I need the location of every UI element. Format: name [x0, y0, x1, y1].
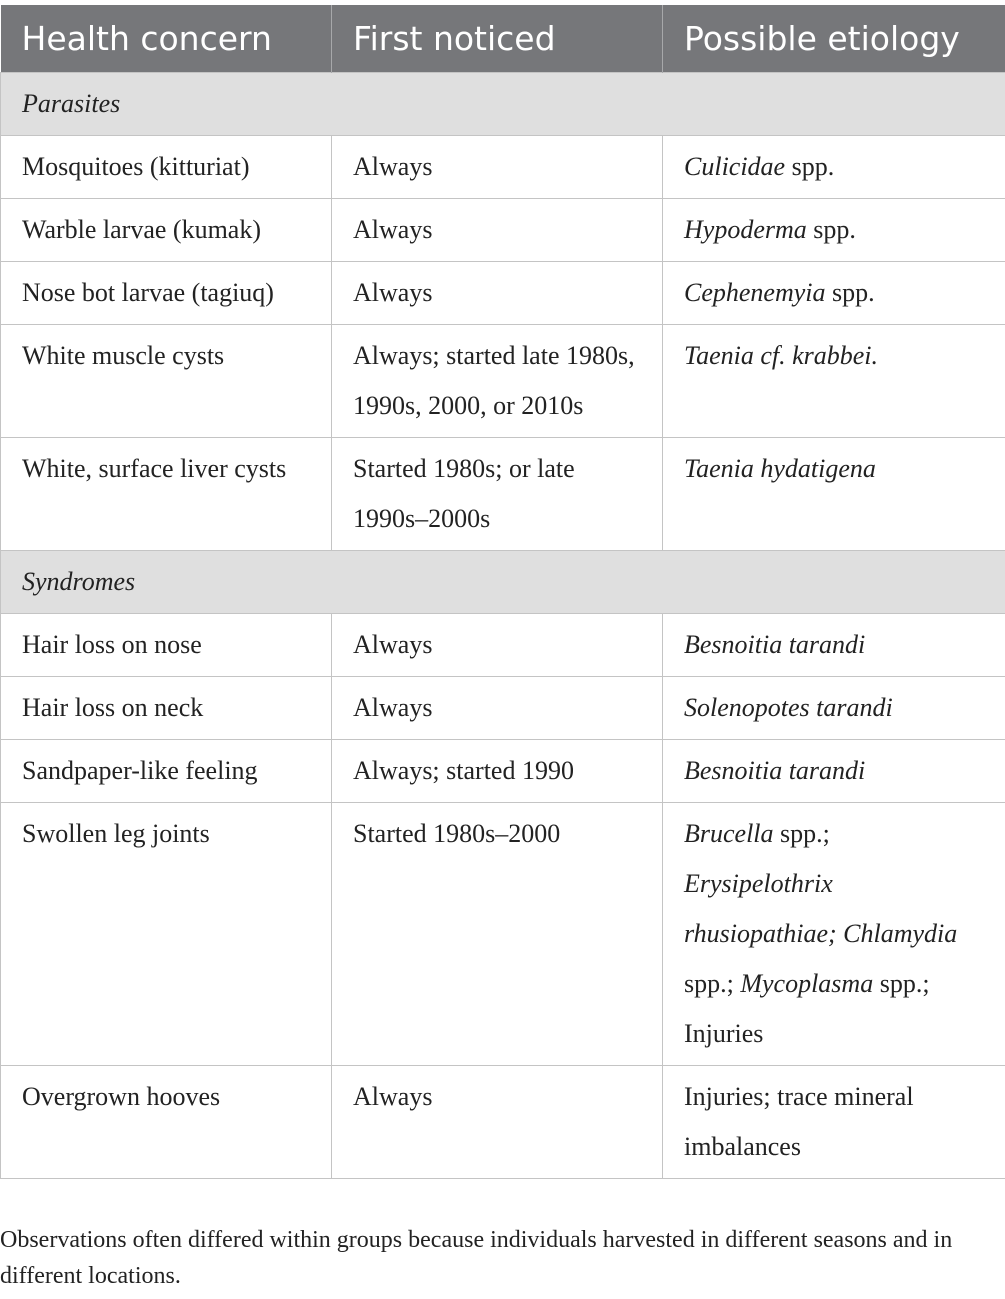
table-row [1, 740, 1005, 803]
cell-first-noticed: Always [332, 262, 663, 325]
header-possible-etiology: Possible etiology [663, 5, 1005, 73]
section-row [1, 551, 1005, 614]
cell-health-concern: Warble larvae (kumak) [1, 199, 332, 262]
cell-health-concern: Sandpaper-like feeling [1, 740, 332, 803]
etiology-segment: Solenopotes tarandi [684, 693, 893, 722]
header-first-noticed: First noticed [332, 5, 663, 73]
cell-first-noticed: Always [332, 677, 663, 740]
etiology-segment: Taenia cf. krabbei. [684, 341, 879, 370]
health-concerns-table [0, 5, 1005, 1179]
cell-first-noticed: Started 1980s–2000 [332, 803, 663, 1066]
etiology-segment: spp.; [773, 819, 830, 848]
cell-possible-etiology [663, 438, 1005, 551]
table-row [1, 438, 1005, 551]
cell-health-concern: Hair loss on neck [1, 677, 332, 740]
etiology-segment: Culicidae [684, 152, 786, 181]
etiology-segment: spp. [806, 215, 856, 244]
cell-first-noticed: Started 1980s; or late 1990s–2000s [332, 438, 663, 551]
etiology-segment: Besnoitia tarandi [684, 756, 866, 785]
etiology-segment: Hypoderma [684, 215, 807, 244]
etiology-segment: Besnoitia tarandi [684, 630, 866, 659]
cell-possible-etiology [663, 614, 1005, 677]
cell-first-noticed: Always; started 1990 [332, 740, 663, 803]
cell-possible-etiology [663, 677, 1005, 740]
table-row [1, 325, 1005, 438]
etiology-segment: Mycoplasma [740, 969, 874, 998]
table-row [1, 677, 1005, 740]
cell-first-noticed: Always; started late 1980s, 1990s, 2000, or 2010s [332, 325, 663, 438]
etiology-segment: Erysipelothrix rhusiopathiae; Chlamydia [684, 869, 958, 948]
etiology-segment: spp.; [684, 969, 741, 998]
table-header-row [1, 5, 1005, 73]
cell-possible-etiology [663, 199, 1005, 262]
etiology-segment: spp. [785, 152, 835, 181]
table-row [1, 1066, 1005, 1179]
etiology-segment: Cephenemyia [684, 278, 826, 307]
etiology-segment: Taenia hydatigena [684, 454, 876, 483]
section-title: Syndromes [1, 551, 1005, 614]
etiology-segment: spp. [825, 278, 875, 307]
cell-health-concern: Swollen leg joints [1, 803, 332, 1066]
cell-first-noticed: Always [332, 1066, 663, 1179]
etiology-segment: Brucella [684, 819, 774, 848]
etiology-segment: spp.; Injuries [684, 969, 930, 1048]
etiology-segment: Injuries; trace mineral imbalances [684, 1082, 914, 1161]
cell-possible-etiology [663, 740, 1005, 803]
cell-first-noticed: Always [332, 199, 663, 262]
table-row [1, 614, 1005, 677]
section-row [1, 73, 1005, 136]
section-title: Parasites [1, 73, 1005, 136]
cell-health-concern: Mosquitoes (kitturiat) [1, 136, 332, 199]
table-row [1, 803, 1005, 1066]
cell-health-concern: Nose bot larvae (tagiuq) [1, 262, 332, 325]
cell-first-noticed: Always [332, 614, 663, 677]
header-health-concern: Health concern [1, 5, 332, 73]
table-footnote: Observations often differed within groups because individuals harvested in different seasons and in different locations. [0, 1227, 953, 1289]
table-row [1, 136, 1005, 199]
cell-health-concern: White, surface liver cysts [1, 438, 332, 551]
cell-health-concern: White muscle cysts [1, 325, 332, 438]
cell-possible-etiology [663, 136, 1005, 199]
cell-first-noticed: Always [332, 136, 663, 199]
cell-possible-etiology [663, 325, 1005, 438]
table-row [1, 262, 1005, 325]
cell-health-concern: Overgrown hooves [1, 1066, 332, 1179]
cell-health-concern: Hair loss on nose [1, 614, 332, 677]
cell-possible-etiology [663, 1066, 1005, 1179]
cell-possible-etiology [663, 262, 1005, 325]
cell-possible-etiology [663, 803, 1005, 1066]
table-row [1, 199, 1005, 262]
